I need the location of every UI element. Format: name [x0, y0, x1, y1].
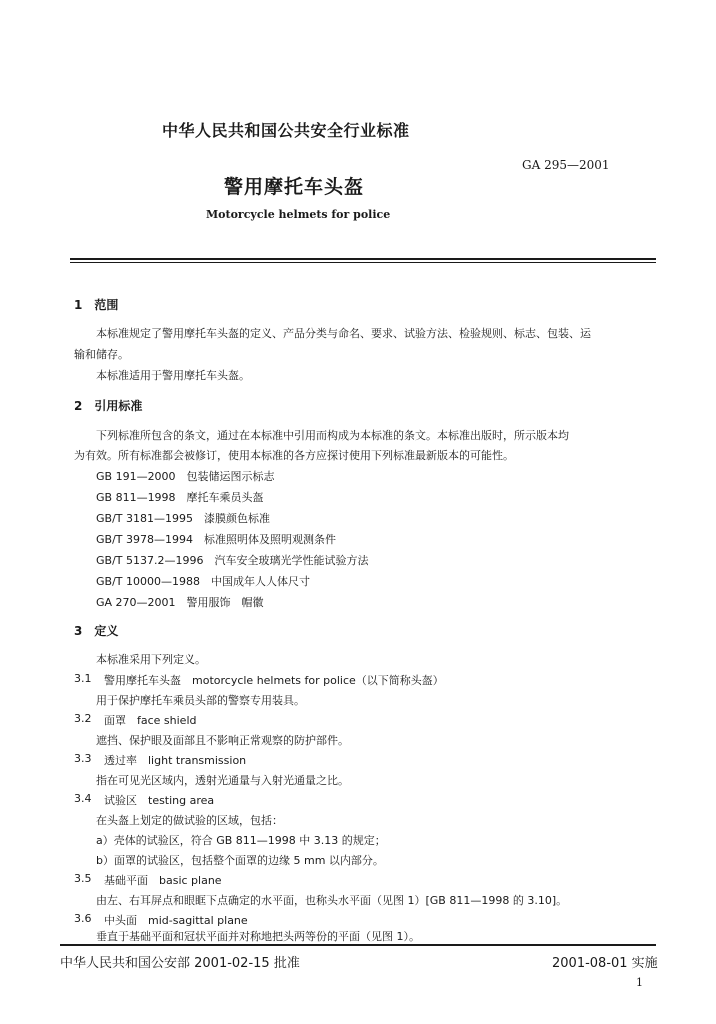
- reference-item: GB 811—1998 摩托车乘员头盔: [96, 491, 264, 504]
- references-paragraph-line1: 下列标准所包含的条文，通过在本标准中引用而构成为本标准的条文。本标准出版时，所示版本均: [96, 429, 569, 442]
- reference-item: GB/T 3181—1995 漆膜颜色标准: [96, 512, 270, 525]
- definition-number: 3.2: [74, 712, 92, 725]
- document-title-english: Motorcycle helmets for police: [206, 208, 391, 221]
- definition-term: 面罩 face shield: [104, 714, 197, 727]
- definition-term: 透过率 light transmission: [104, 754, 247, 767]
- approval-date: 中华人民共和国公安部 2001-02-15 批准: [60, 956, 300, 971]
- definition-text: 在头盔上划定的做试验的区域，包括：: [96, 814, 283, 827]
- header-rule-thick: [70, 258, 656, 260]
- definition-term: 警用摩托车头盔 motorcycle helmets for police（以下简称头盔）: [104, 674, 444, 687]
- scope-applicability: 本标准适用于警用摩托车头盔。: [96, 369, 250, 382]
- header-rule-thin: [70, 262, 656, 263]
- scope-paragraph-line2: 输和储存。: [74, 348, 129, 361]
- definition-number: 3.1: [74, 672, 92, 685]
- definition-number: 3.4: [74, 792, 92, 805]
- section-heading-scope: 1 范围: [74, 298, 119, 312]
- definition-list-item: a）壳体的试验区，符合 GB 811—1998 中 3.13 的规定；: [96, 834, 386, 847]
- reference-item: GB 191—2000 包装储运图示标志: [96, 470, 275, 483]
- section-heading-references: 2 引用标准: [74, 399, 143, 413]
- definition-number: 3.5: [74, 872, 92, 885]
- standard-code: GA 295—2001: [522, 158, 610, 172]
- issuing-organization: 中华人民共和国公共安全行业标准: [162, 121, 410, 140]
- definition-term: 基础平面 basic plane: [104, 874, 222, 887]
- definition-list-item: b）面罩的试验区，包括整个面罩的边缘 5 mm 以内部分。: [96, 854, 384, 867]
- reference-item: GB/T 10000—1988 中国成年人人体尺寸: [96, 575, 310, 588]
- definition-term: 试验区 testing area: [104, 794, 215, 807]
- implementation-date: 2001-08-01 实施: [552, 956, 658, 971]
- definition-text: 垂直于基础平面和冠状平面并对称地把头两等份的平面（见图 1）。: [96, 930, 420, 943]
- definition-term: 中头面 mid-sagittal plane: [104, 914, 248, 927]
- page-number: 1: [636, 976, 643, 989]
- reference-item: GA 270—2001 警用服饰 帽徽: [96, 596, 264, 609]
- footer-rule: [60, 944, 656, 946]
- definition-text: 遮挡、保护眼及面部且不影响正常观察的防护部件。: [96, 734, 349, 747]
- references-paragraph-line2: 为有效。所有标准都会被修订，使用本标准的各方应探讨使用下列标准最新版本的可能性。: [74, 449, 514, 462]
- reference-item: GB/T 5137.2—1996 汽车安全玻璃光学性能试验方法: [96, 554, 369, 567]
- section-heading-definitions: 3 定义: [74, 624, 119, 638]
- document-title: 警用摩托车头盔: [224, 176, 365, 198]
- definition-text: 由左、右耳屏点和眼眶下点确定的水平面，也称头水平面（见图 1）[GB 811—1998 的 3.10]。: [96, 894, 568, 907]
- definition-text: 指在可见光区域内，透射光通量与入射光通量之比。: [96, 774, 349, 787]
- reference-item: GB/T 3978—1994 标准照明体及照明观测条件: [96, 533, 336, 546]
- definition-number: 3.3: [74, 752, 92, 765]
- scope-paragraph-line1: 本标准规定了警用摩托车头盔的定义、产品分类与命名、要求、试验方法、检验规则、标志、包装、运: [96, 327, 591, 340]
- definition-number: 3.6: [74, 912, 92, 925]
- definition-text: 用于保护摩托车乘员头部的警察专用装具。: [96, 694, 305, 707]
- definitions-intro: 本标准采用下列定义。: [96, 653, 206, 666]
